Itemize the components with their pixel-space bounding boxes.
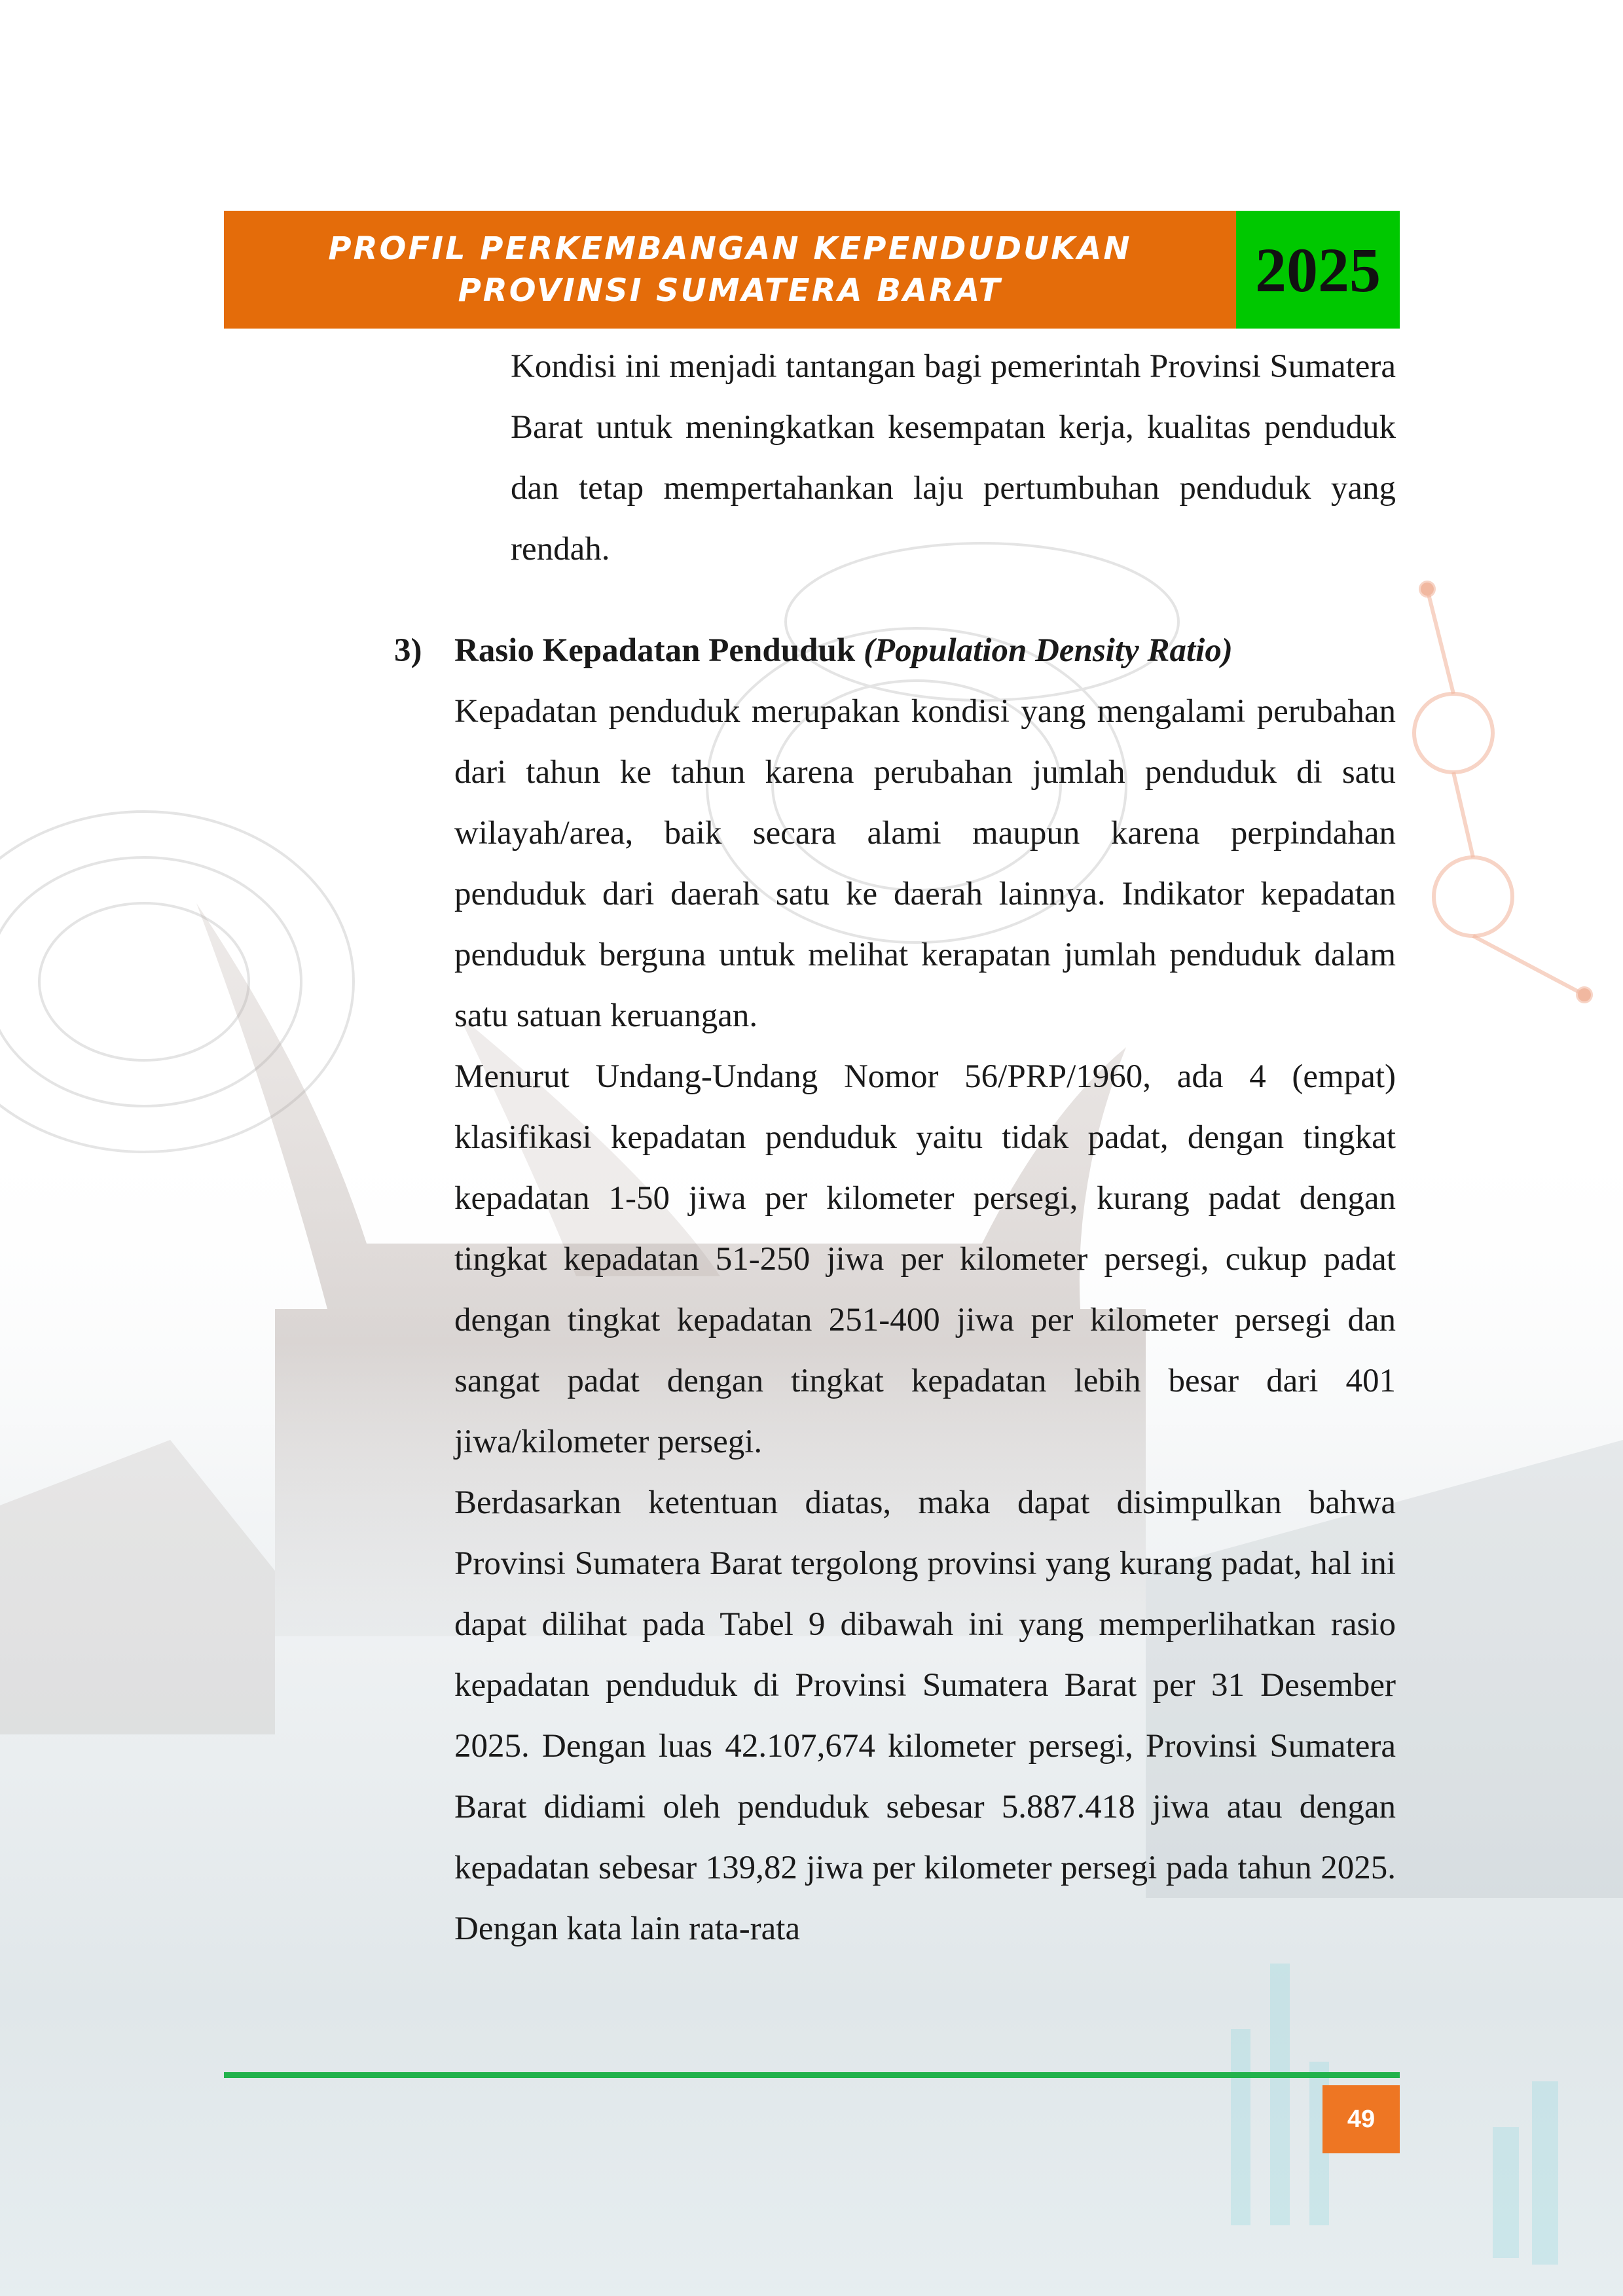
section-heading	[394, 620, 1396, 681]
header-year: 2025	[1255, 234, 1381, 305]
header-title-line2: PROVINSI SUMATERA BARAT	[458, 272, 1002, 309]
page-number: 49	[1347, 2105, 1376, 2133]
header-year-box	[1236, 211, 1400, 329]
section-title: Rasio Kepadatan Penduduk	[454, 632, 856, 669]
body-paragraph-1: Kepadatan penduduk merupakan kondisi yang mengalami perubahan dari tahun ke tahun karena perubahan jumlah penduduk di satu wilayah/area, baik secara alami maupun karena perpindahan penduduk dari daerah satu ke daerah lainnya. Indikator kepadatan penduduk berguna untuk melihat kerapatan jumlah penduduk dalam satu satuan keruangan.	[454, 693, 1396, 1034]
page-header	[224, 211, 1400, 329]
intro-paragraph: Kondisi ini menjadi tantangan bagi pemerintah Provinsi Sumatera Barat untuk meningkatkan kesempatan kerja, kualitas penduduk dan tetap mempertahankan laju pertumbuhan penduduk yang rendah.	[511, 348, 1396, 567]
section-title-wrap	[454, 620, 1233, 681]
page-number-box	[1322, 2085, 1400, 2153]
section-title-english: (Population Density Ratio)	[863, 632, 1233, 669]
section-body	[454, 681, 1396, 1960]
section-block	[394, 620, 1396, 1960]
body-paragraph-2: Menurut Undang-Undang Nomor 56/PRP/1960, ada 4 (empat) klasifikasi kepadatan penduduk yaitu tidak padat, dengan tingkat kepadatan 1-50 jiwa per kilometer persegi, kurang padat dengan tingkat kepadatan 51-250 jiwa per kilometer persegi, cukup padat dengan tingkat kepadatan 251-400 jiwa per kilometer persegi dan sangat padat dengan tingkat kepadatan lebih besar dari 401 jiwa/kilometer persegi.	[454, 1058, 1396, 1460]
body-paragraph-3: Berdasarkan ketentuan diatas, maka dapat disimpulkan bahwa Provinsi Sumatera Barat tergolong provinsi yang kurang padat, hal ini dapat dilihat pada Tabel 9 dibawah ini yang memperlihatkan rasio kepadatan penduduk di Provinsi Sumatera Barat per 31 Desember 2025. Dengan luas 42.107,674 kilometer persegi, Provinsi Sumatera Barat didiami oleh penduduk sebesar 5.887.418 jiwa atau dengan kepadatan sebesar 139,82 jiwa per kilometer persegi pada tahun 2025. Dengan kata lain rata-rata	[454, 1484, 1396, 1947]
section-number: 3)	[394, 632, 422, 669]
footer-divider	[224, 2072, 1400, 2078]
intro-block	[511, 336, 1396, 580]
header-title-line1: PROFIL PERKEMBANGAN KEPENDUDUKAN	[328, 230, 1132, 267]
network-icons	[1414, 583, 1591, 1001]
header-title-box	[224, 211, 1236, 329]
